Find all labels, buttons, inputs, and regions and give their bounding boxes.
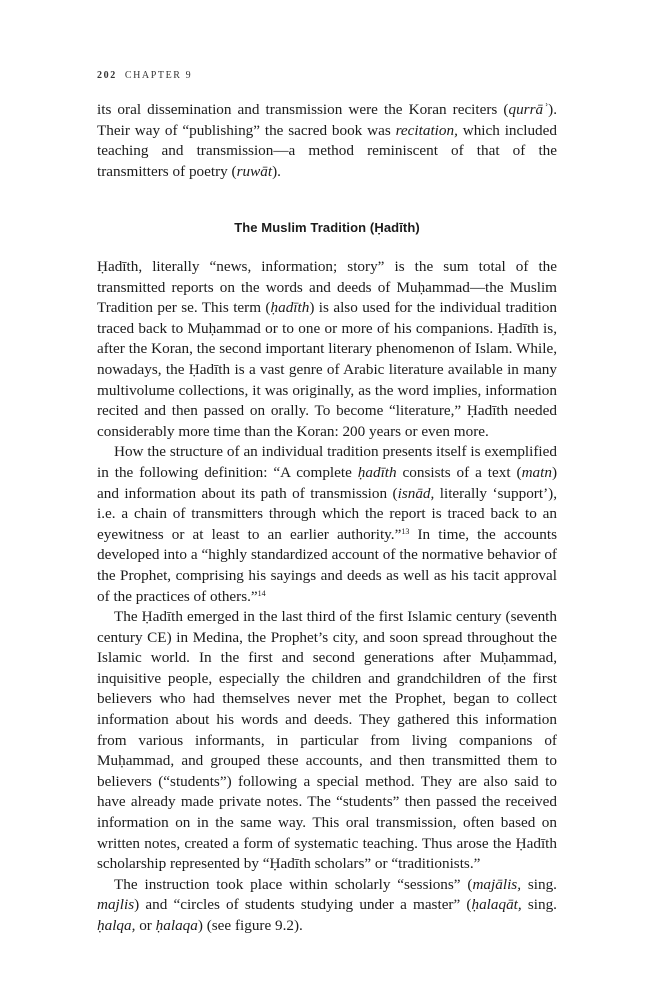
text-run: sing. — [521, 896, 557, 914]
paragraph-3 — [97, 607, 557, 875]
paragraph-2 — [97, 442, 557, 607]
text-run: ) is also used for the individual tradition traced back to Muḥammad or to one or more of his companions. Ḥadīth is, after the Koran, the second important literary phenomenon of Islam. While, nowadays, the Ḥadīth is a vast genre of Arabic literature available in many multivolume collections, it was originally, as the word implies, information recited and then passed on orally. To become “literature,” Ḥadīth needed considerably more time than the Koran: 200 years or even more. — [97, 299, 557, 440]
footnote-ref: 13 — [401, 526, 410, 536]
intro-paragraph — [97, 100, 557, 182]
text-run: ) (see figure 9.2). — [197, 917, 303, 934]
text-run: The instruction took place within scholarly “sessions” ( — [114, 875, 473, 893]
italic-term: isnād — [397, 484, 431, 502]
text-run: The Ḥadīth emerged in the last third of the first Islamic century (seventh century CE) in Medina, the Prophet’s city, and soon spread throughout the Islamic world. In the first and second generations after Muḥammad, inquisitive people, especially the children and grandchildren of the first believers who had themselves never met the Prophet, began to collect information about his words and deeds. They gathered this information from various informants, in particular from living companions of Muḥammad, and grouped these accounts, and then transmitted them to believers (“students”) following a special method. They are also said to have already made private notes. The “students” then passed the received information on in the same way. This oral transmission, often based on written notes, created a form of systematic teaching. Thus arose the Ḥadīth scholarship represented by “Ḥadīth scholars” or “traditionists.” — [97, 608, 557, 873]
text-run: ). — [272, 162, 281, 180]
page-number: 202 — [97, 70, 117, 81]
text-run: , literally ‘support’), i.e. a chain of transmitters through which the report is traced back to an eyewitness or at least to an earlier authority.” — [97, 484, 557, 543]
text-run: which included teaching and transmission—a method reminiscent of that of the transmitters of poetry ( — [97, 121, 557, 180]
text-run: or — [135, 917, 156, 934]
footnote-ref: 14 — [257, 588, 266, 598]
paragraph-4 — [97, 875, 557, 937]
text-run: In time, the accounts developed into a “highly standardized account of the normative behavior of the Prophet, comprising his sayings and deeds as well as his tacit approval of the practices of others.” — [97, 525, 557, 605]
section-heading: The Muslim Tradition (Ḥadīth) — [234, 220, 420, 235]
text-run: ). Their way of “publishing” the sacred book was — [97, 101, 557, 139]
text-run: its oral dissemination and transmission were the Koran reciters ( — [97, 101, 509, 118]
text-run: ) and information about its path of transmission ( — [97, 463, 557, 502]
italic-term: majālis, — [472, 875, 521, 893]
text-run: ) and “circles of students studying under a master” ( — [134, 896, 472, 914]
italic-term: ḥalaqāt, — [471, 896, 522, 914]
italic-term: ruwāt — [236, 162, 273, 180]
italic-term: ḥalqa, — [97, 917, 136, 934]
paragraph-1 — [97, 257, 557, 442]
italic-term: ḥadīth — [357, 463, 397, 481]
italic-term: majlis — [97, 896, 135, 914]
italic-term: ḥalaqa — [155, 917, 198, 934]
italic-term: recitation, — [395, 121, 458, 139]
italic-term: qurrāʾ — [508, 101, 549, 118]
text-run: Ḥadīth, literally “news, information; story” is the sum total of the transmitted reports on the words and deeds of Muḥammad—the Muslim Tradition per se. This term ( — [97, 258, 557, 317]
italic-term: matn — [521, 463, 552, 481]
text-run: sing. — [521, 875, 557, 893]
italic-term: ḥadīth — [270, 299, 310, 317]
text-run: How the structure of an individual tradition presents itself is exemplified in the following definition: “A complete — [97, 443, 557, 481]
section-body — [97, 257, 557, 937]
text-run: consists of a text ( — [396, 463, 522, 481]
chapter-label: CHAPTER 9 — [124, 70, 193, 81]
running-head — [97, 70, 192, 81]
paragraph — [97, 100, 557, 182]
